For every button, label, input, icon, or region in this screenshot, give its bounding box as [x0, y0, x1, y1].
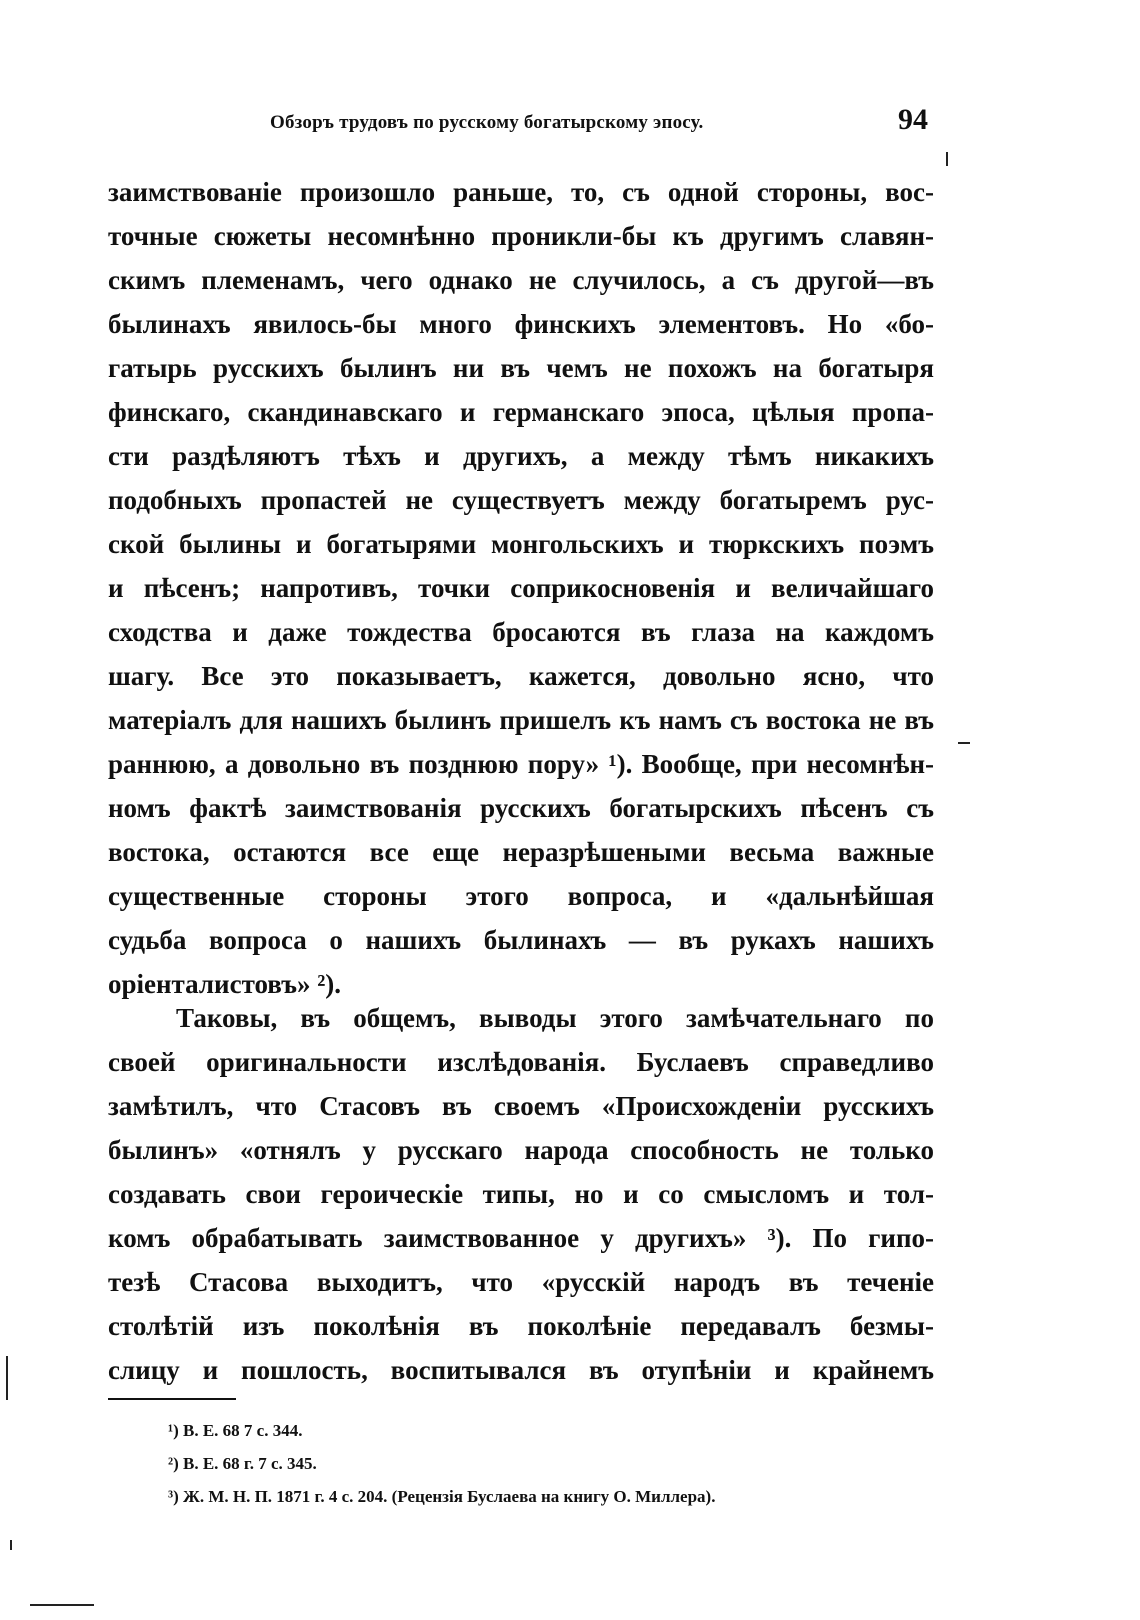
text-line: скимъ племенамъ, чего однако не случилось, а съ другой—въ: [108, 265, 934, 295]
margin-mark: [958, 742, 970, 744]
text-line: существенные стороны этого вопроса, и «дальнѣйшая: [108, 881, 934, 911]
text-line: гатырь русскихъ былинъ ни въ чемъ не похожъ на богатыря: [108, 353, 934, 383]
footnote: ¹) В. Е. 68 7 с. 344.: [168, 1421, 303, 1440]
text-line: создавать свои героическіе типы, но и со смысломъ и тол-: [108, 1179, 934, 1209]
text-line: номъ фактѣ заимствованія русскихъ богатырскихъ пѣсенъ съ: [108, 793, 934, 823]
text-line: столѣтій изъ поколѣнія въ поколѣніе передавалъ безмы-: [108, 1311, 934, 1341]
text-line: судьба вопроса о нашихъ былинахъ — въ рукахъ нашихъ: [108, 925, 934, 955]
margin-mark: [6, 1356, 8, 1400]
text-line: сти раздѣляютъ тѣхъ и другихъ, а между тѣмъ никакихъ: [108, 441, 934, 471]
running-head: Обзоръ трудовъ по русскому богатырскому эпосу.: [270, 112, 704, 133]
footnote-rule: [108, 1398, 236, 1400]
footnotes: [168, 1414, 948, 1513]
text-line: подобныхъ пропастей не существуетъ между богатыремъ рус-: [108, 485, 934, 515]
text-line: востока, остаются все еще неразрѣшеными весьма важные: [108, 837, 934, 867]
text-line: ской былины и богатырями монгольскихъ и тюркскихъ поэмъ: [108, 529, 934, 559]
text-line: слицу и пошлость, воспитывался въ отупѣніи и крайнемъ: [108, 1355, 934, 1385]
text-line: комъ обрабатывать заимствованное у другихъ» ³). По гипо-: [108, 1223, 934, 1253]
text-line: былинъ» «отнялъ у русскаго народа способность не только: [108, 1135, 934, 1165]
text-line: раннюю, а довольно въ позднюю пору» ¹). Вообще, при несомнѣн-: [108, 749, 934, 779]
text-line: тезѣ Стасова выходитъ, что «русскій народъ въ теченіе: [108, 1267, 934, 1297]
margin-mark: [10, 1540, 12, 1550]
text-line: сходства и даже тождества бросаются въ глаза на каждомъ: [108, 617, 934, 647]
text-line: финскаго, скандинавскаго и германскаго эпоса, цѣлыя пропа-: [108, 397, 934, 427]
footnote: ²) В. Е. 68 г. 7 с. 345.: [168, 1454, 317, 1473]
margin-mark: [946, 152, 948, 166]
text-line: и пѣсенъ; напротивъ, точки соприкосновенія и величайшаго: [108, 573, 934, 603]
page-number: 94: [898, 103, 928, 136]
text-line: оріенталистовъ» ²).: [108, 969, 342, 999]
text-line: замѣтилъ, что Стасовъ въ своемъ «Происхожденіи русскихъ: [108, 1091, 934, 1121]
text-line: своей оригинальности изслѣдованія. Буслаевъ справедливо: [108, 1047, 934, 1077]
text-line: Таковы, въ общемъ, выводы этого замѣчательнаго по: [176, 1003, 934, 1033]
paragraph-1: [108, 170, 934, 1006]
text-line: матеріалъ для нашихъ былинъ пришелъ къ намъ съ востока не въ: [108, 705, 934, 735]
paragraph-2: [108, 996, 934, 1392]
text-line: заимствованіе произошло раньше, то, съ одной стороны, вос-: [108, 177, 934, 207]
text-line: шагу. Все это показываетъ, кажется, довольно ясно, что: [108, 661, 934, 691]
footnote: ³) Ж. М. Н. П. 1871 г. 4 с. 204. (Рецензія Буслаева на книгу О. Миллера).: [168, 1487, 716, 1506]
text-line: точные сюжеты несомнѣнно проникли-бы къ другимъ славян-: [108, 221, 934, 251]
margin-mark: [30, 1604, 94, 1606]
text-line: былинахъ явилось-бы много финскихъ элементовъ. Но «бо-: [108, 309, 934, 339]
